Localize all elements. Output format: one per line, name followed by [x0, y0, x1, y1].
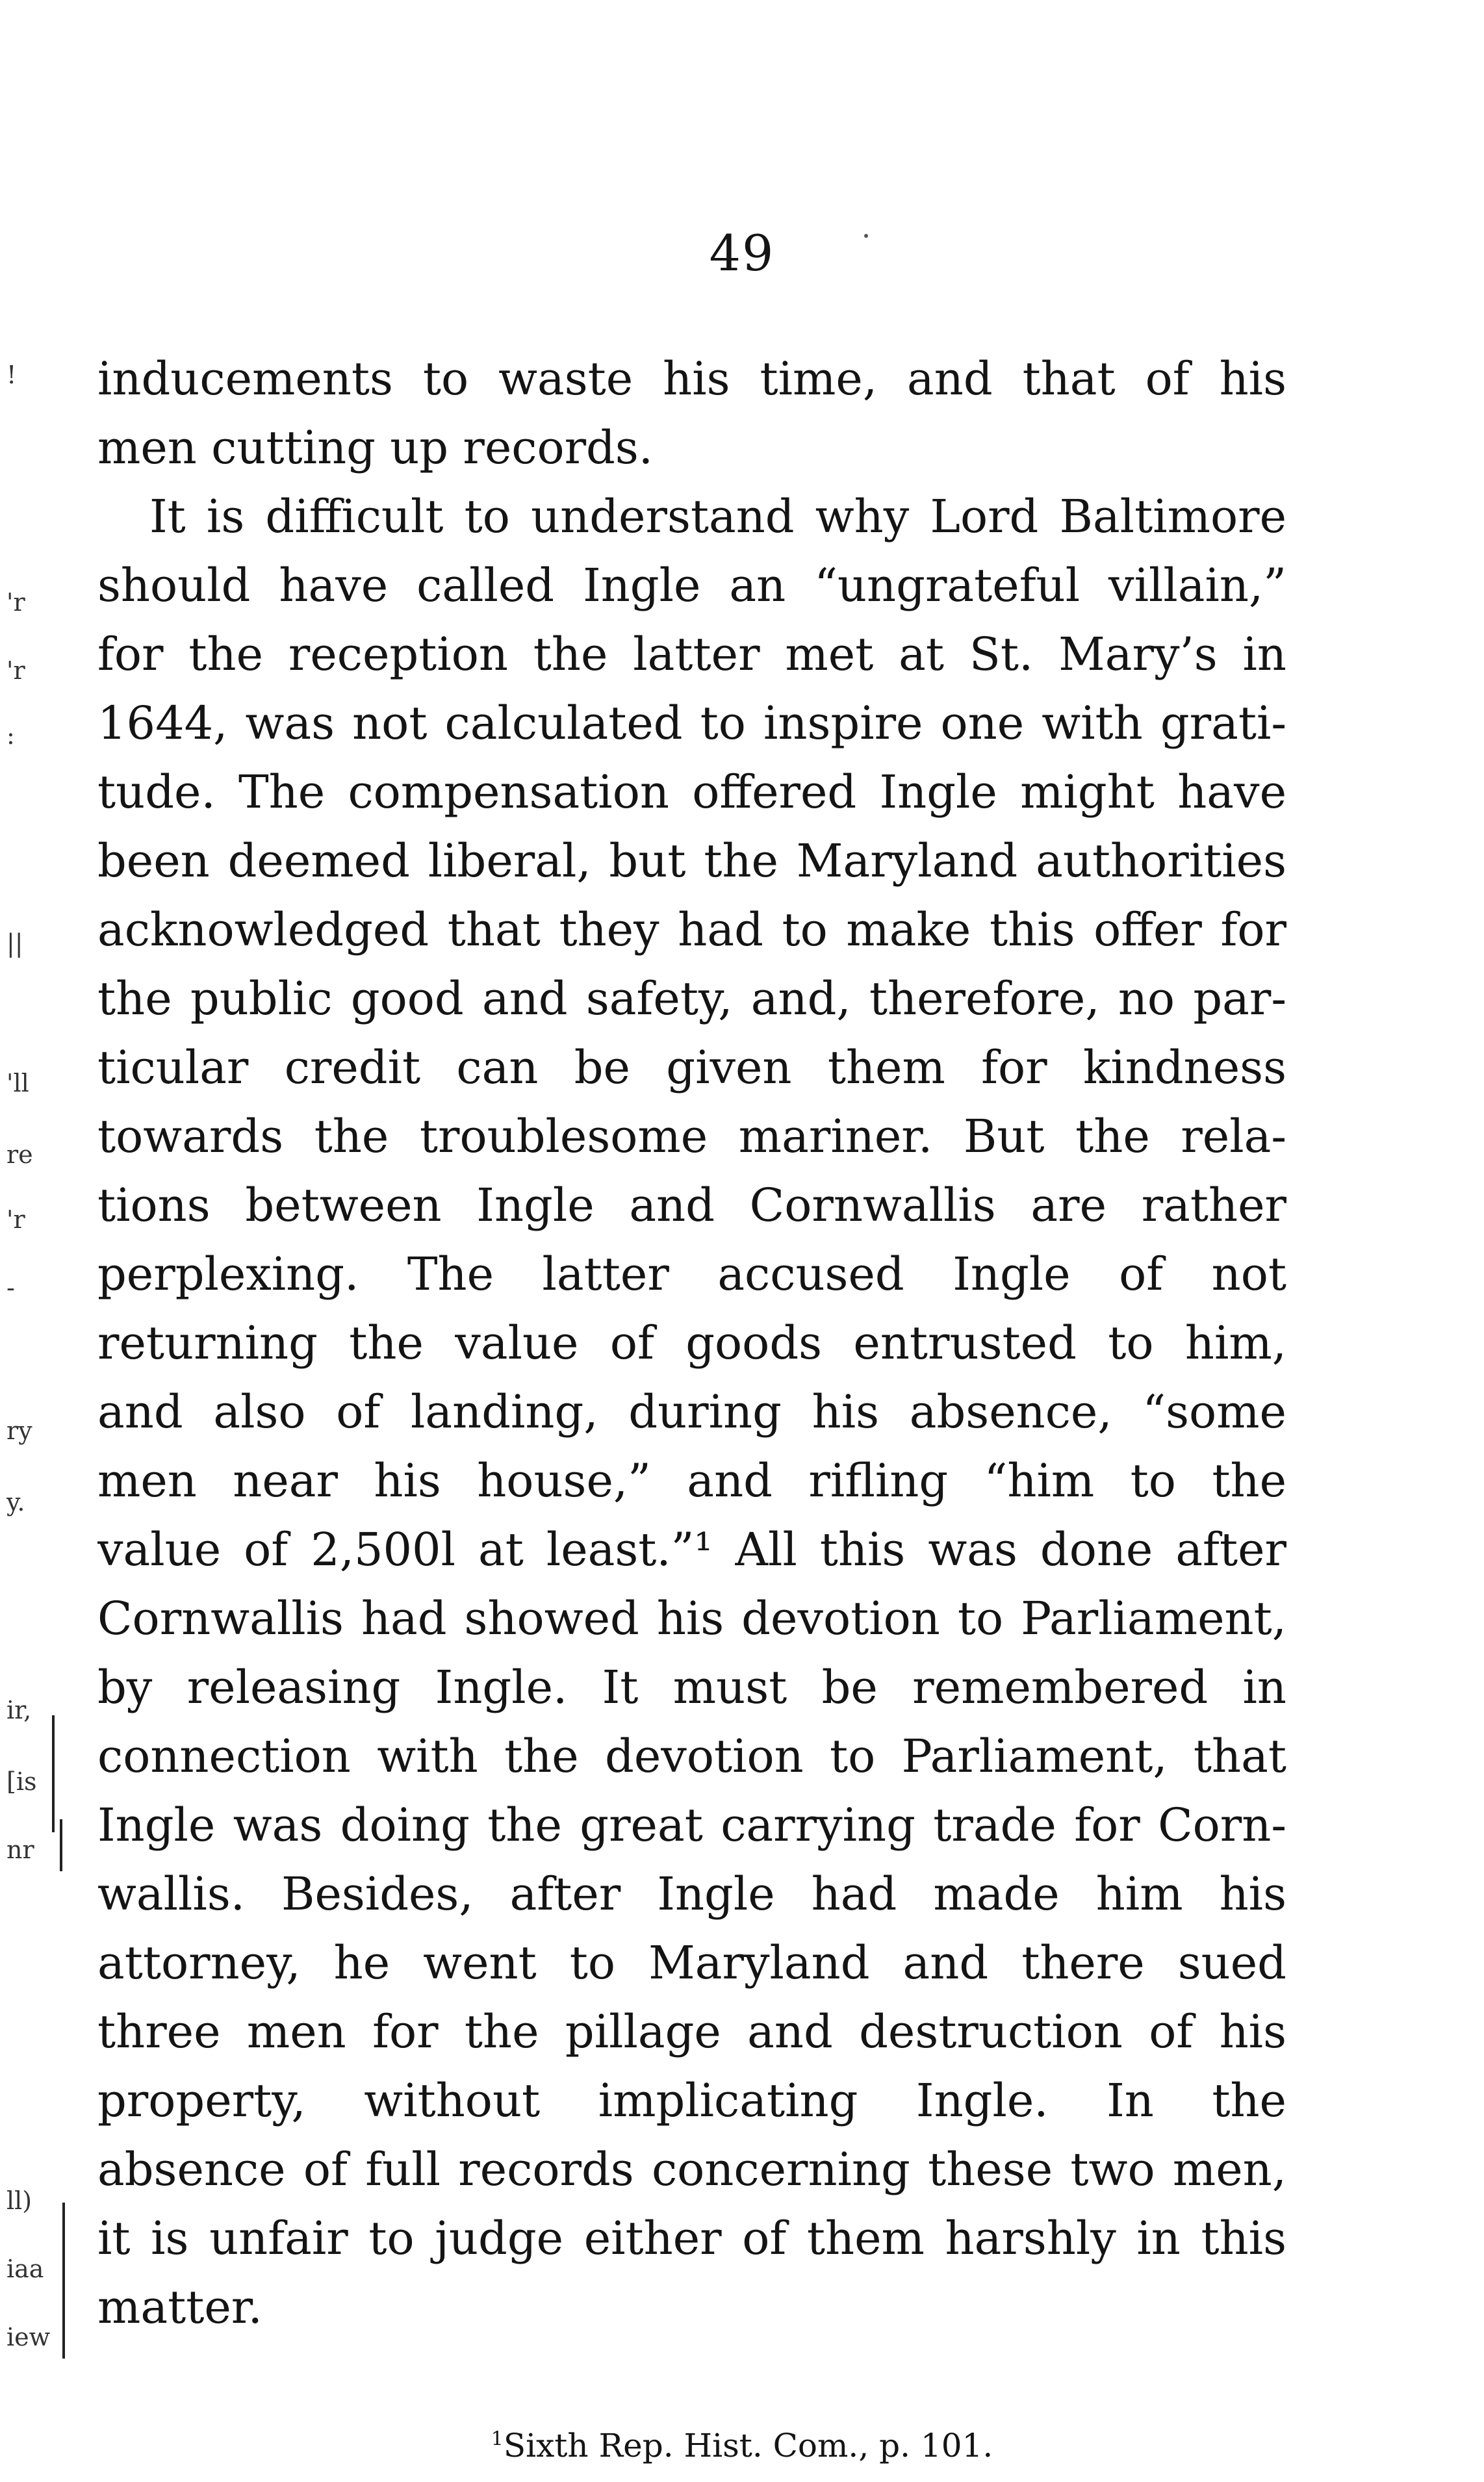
text-line: property, without implicating Ingle. In the: [97, 2074, 1286, 2127]
text-line: ticular credit can be given them for kindness: [97, 1041, 1286, 1094]
margin-mark: !: [6, 361, 17, 389]
text-line: men near his house,” and rifling “him to the: [97, 1454, 1286, 1507]
text-line: men cutting up records.: [97, 421, 654, 474]
text-line: value of 2,500l at least.”¹ All this was done after: [97, 1523, 1286, 1576]
margin-mark: :: [6, 721, 15, 750]
footnote: [0, 2427, 1484, 2464]
margin-mark: 'r: [6, 656, 25, 685]
body-text: [97, 344, 1286, 2342]
text-line: returning the value of goods entrusted to him,: [97, 1316, 1286, 1370]
text-line: tions between Ingle and Cornwallis are rather: [97, 1179, 1286, 1232]
footnote-marker: 1: [491, 2427, 504, 2451]
page-number: 49: [709, 224, 775, 282]
text-line: by releasing Ingle. It must be remembered in: [97, 1661, 1286, 1714]
binding-shadow: [52, 1715, 55, 1832]
margin-mark: re: [6, 1140, 33, 1169]
text-line: for the reception the latter met at St. Mary’s in: [97, 628, 1286, 681]
footnote-text: Sixth Rep. Hist. Com., p. 101.: [503, 2427, 993, 2464]
text-line: matter.: [97, 2281, 262, 2334]
margin-mark: ||: [6, 929, 23, 958]
margin-mark: [is: [6, 1767, 37, 1796]
margin-mark: -: [6, 1273, 15, 1302]
margin-mark: 'r: [6, 588, 25, 617]
text-line: inducements to waste his time, and that of his: [97, 352, 1286, 405]
binding-shadow: [60, 1819, 62, 1871]
margin-mark: y.: [6, 1488, 25, 1516]
text-line: and also of landing, during his absence, “some: [97, 1385, 1286, 1439]
margin-mark: 'r: [6, 1205, 25, 1234]
text-line: attorney, he went to Maryland and there sued: [97, 1936, 1286, 1989]
speck: [864, 234, 868, 238]
margin-mark: ir,: [6, 1696, 32, 1724]
text-line: Cornwallis had showed his devotion to Parliament,: [97, 1592, 1286, 1645]
margin-mark: iaa: [6, 2255, 44, 2283]
text-line: 1644, was not calculated to inspire one with grati-: [97, 697, 1286, 750]
margin-mark: nr: [6, 1836, 34, 1864]
text-line: connection with the devotion to Parliament, that: [97, 1730, 1286, 1783]
text-line: Ingle was doing the great carrying trade for Corn-: [97, 1798, 1286, 1852]
text-line: wallis. Besides, after Ingle had made him his: [97, 1867, 1286, 1921]
margin-mark: 'll: [6, 1069, 29, 1097]
margin-mark: ry: [6, 1416, 32, 1445]
text-line: It is difficult to understand why Lord Baltimore: [149, 490, 1286, 543]
margin-mark: ll): [6, 2186, 32, 2215]
text-line: absence of full records concerning these two men,: [97, 2143, 1286, 2196]
text-line: been deemed liberal, but the Maryland authorities: [97, 834, 1286, 888]
text-line: acknowledged that they had to make this offer for: [97, 903, 1286, 956]
text-line: towards the troublesome mariner. But the rela-: [97, 1110, 1286, 1163]
text-line: perplexing. The latter accused Ingle of not: [97, 1247, 1286, 1301]
binding-shadow: [62, 2203, 65, 2359]
margin-mark: iew: [6, 2323, 51, 2351]
text-line: the public good and safety, and, therefore, no par-: [97, 972, 1286, 1025]
text-line: it is unfair to judge either of them harshly in this: [97, 2212, 1286, 2265]
text-line: three men for the pillage and destruction of his: [97, 2005, 1286, 2058]
text-line: should have called Ingle an “ungrateful villain,”: [97, 559, 1286, 612]
left-margin-bleedthrough: [0, 0, 71, 2482]
text-line: tude. The compensation offered Ingle might have: [97, 765, 1286, 819]
